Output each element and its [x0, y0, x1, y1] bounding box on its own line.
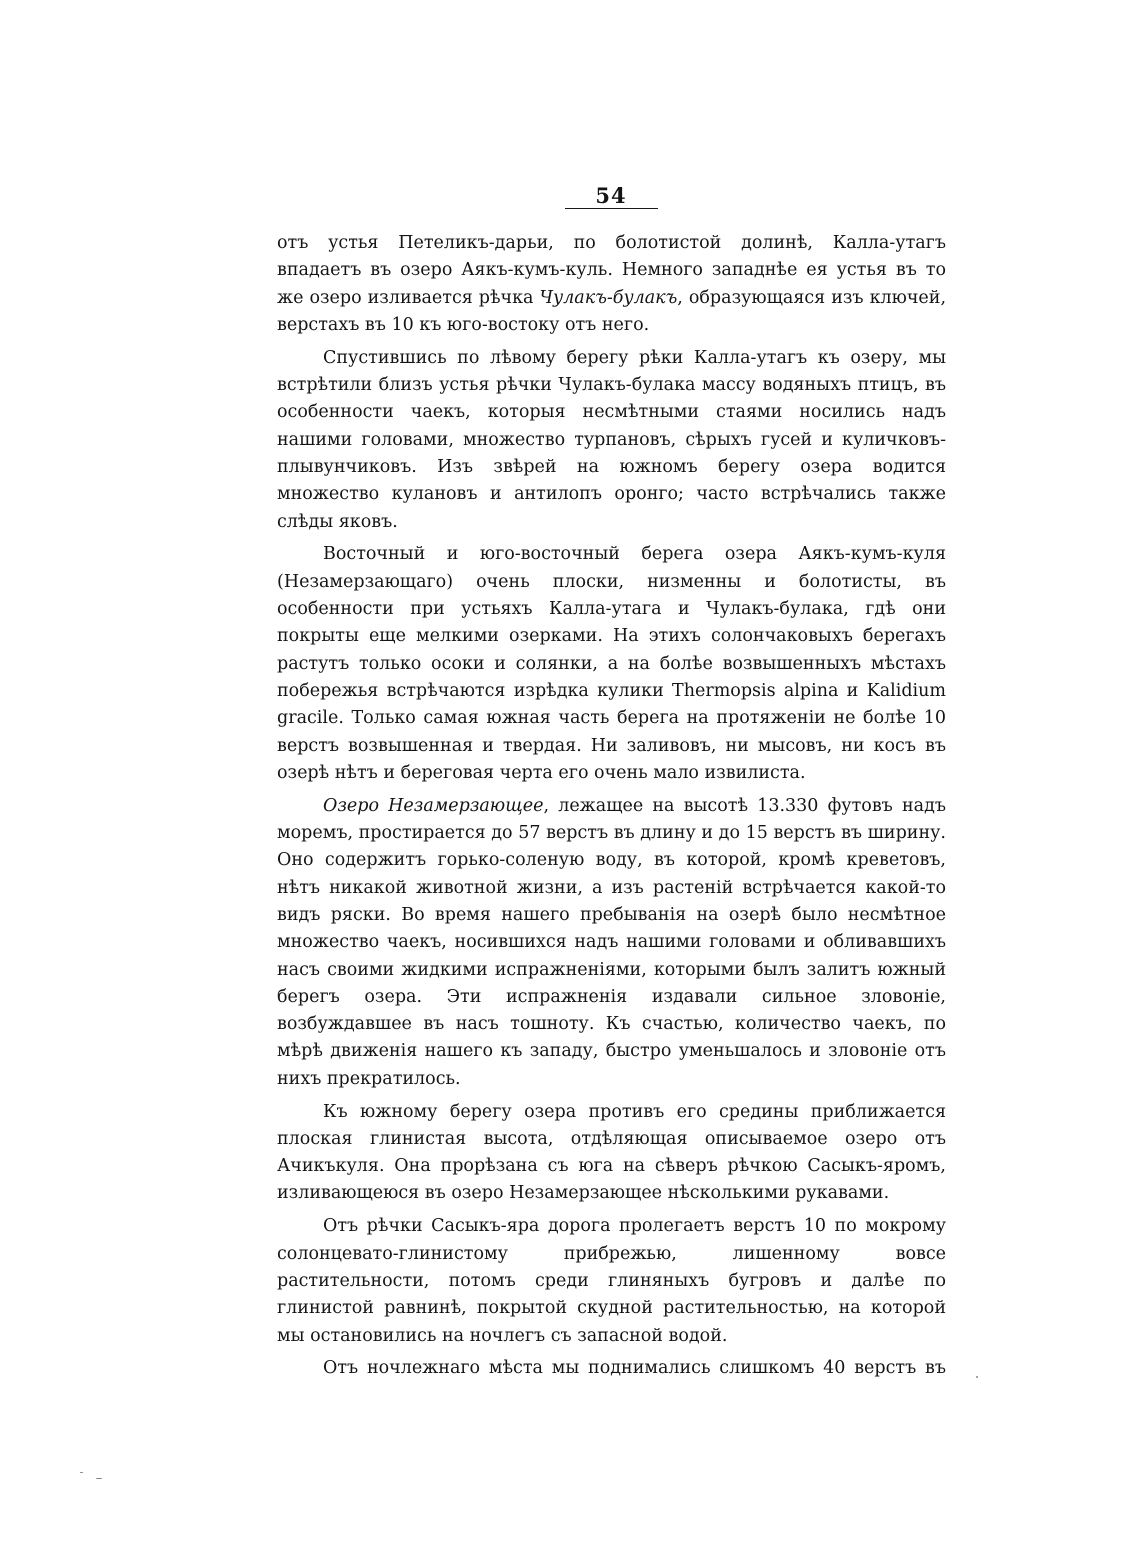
page-body	[277, 230, 946, 1388]
text-run: Отъ рѣчки Сасыкъ-яра дорога пролегаетъ верстъ 10 по мокрому солонцевато-глинистому прибрежью, лишенному вовсе растительности, потомъ среди глиняныхъ бугровъ и далѣе по глинистой равнинѣ, покрытой скудной растительностью, на которой мы остановились на ночлегъ съ запасной водой.	[277, 1216, 946, 1346]
scan-speck	[976, 1376, 978, 1378]
text-run: отъ устья Петеликъ-дарьи, по болотистой долинѣ, Калла-утагъ впадаетъ въ озеро Аякъ-кумъ-куль. Немного западнѣе ея устья въ то же озеро изливается рѣчка	[277, 233, 946, 308]
page-number: 54	[595, 183, 627, 208]
paragraph	[277, 793, 946, 1093]
paragraph-continued	[277, 230, 946, 339]
text-run: Отъ ночлежнаго мѣста мы поднимались слишкомъ 40 верстъ въ	[323, 1358, 946, 1379]
paragraph	[277, 345, 946, 536]
page-number-rule	[565, 208, 658, 209]
text-run: Къ южному берегу озера противъ его средины приближается плоская глинистая высота, отдѣляющая описываемое озеро отъ Ачикъкуля. Она прорѣзана съ юга на сѣверъ рѣчкою Сасыкъ-яромъ, изливающеюся въ озеро Незамерзающее нѣсколькими рукавами.	[277, 1101, 946, 1204]
paragraph	[277, 1099, 946, 1208]
italic-lake-name: Озеро Незамерзающее	[323, 795, 544, 816]
text-run: Спустившись по лѣвому берегу рѣки Калла-утагъ къ озеру, мы встрѣтили близъ устья рѣчки Чулакъ-булака массу водяныхъ птицъ, въ особенности чаекъ, которыя несмѣтными стаями носились надъ нашими головами, множество турпановъ, сѣрыхъ гусей и куличковъ-плывунчиковъ. Изъ звѣрей на южномъ берегу озера водится множество кулановъ и антилопъ оронго; часто встрѣчались также слѣды яковъ.	[277, 347, 946, 532]
italic-river-name: Чулакъ-булакъ	[539, 287, 678, 308]
text-run: Восточный и юго-восточный берега озера Аякъ-кумъ-куля (Незамерзающаго) очень плоски, низменны и болотисты, въ особенности при устьяхъ Калла-утага и Чулакъ-булака, гдѣ они покрыты еще мелкими озерками. На этихъ солончаковыхъ берегахъ растутъ только осоки и солянки, а на болѣе возвышенныхъ мѣстахъ побережья встрѣчаются изрѣдка кулики Thermopsis alpina и Kalidium gracile. Только самая южная часть берега на протяженіи не болѣе 10 верстъ возвышенная и твердая. Ни заливовъ, ни мысовъ, ни косъ въ озерѣ нѣтъ и береговая черта его очень мало извилиста.	[277, 544, 946, 783]
paragraph	[277, 1213, 946, 1349]
text-run: , лежащее на высотѣ 13.330 футовъ надъ моремъ, простирается до 57 верстъ въ длину и до 15 верстъ въ ширину. Оно содержитъ горько-соленую воду, въ которой, кромѣ креветовъ, нѣтъ никакой животной жизни, а изъ растеній встрѣчается какой-то видъ ряски. Во время нашего пребыванія на озерѣ было несмѣтное множество чаекъ, носившихся надъ нашими головами и обливавшихъ насъ своими жидкими испражненіями, которыми былъ залитъ южный берегъ озера. Эти испражненія издавали сильное зловоніе, возбуждавшее въ насъ тошноту. Къ счастью, количество чаекъ, по мѣрѣ движенія нашего къ западу, быстро уменьшалось и зловоніе отъ нихъ прекратилось.	[277, 795, 946, 1089]
text-run: , образующаяся изъ ключей, верстахъ въ 10 къ юго-востоку отъ него.	[277, 287, 947, 335]
paragraph-continues-next-page	[277, 1355, 946, 1382]
scan-speck	[96, 1478, 102, 1479]
paragraph	[277, 541, 946, 787]
scan-speck	[80, 1472, 83, 1473]
